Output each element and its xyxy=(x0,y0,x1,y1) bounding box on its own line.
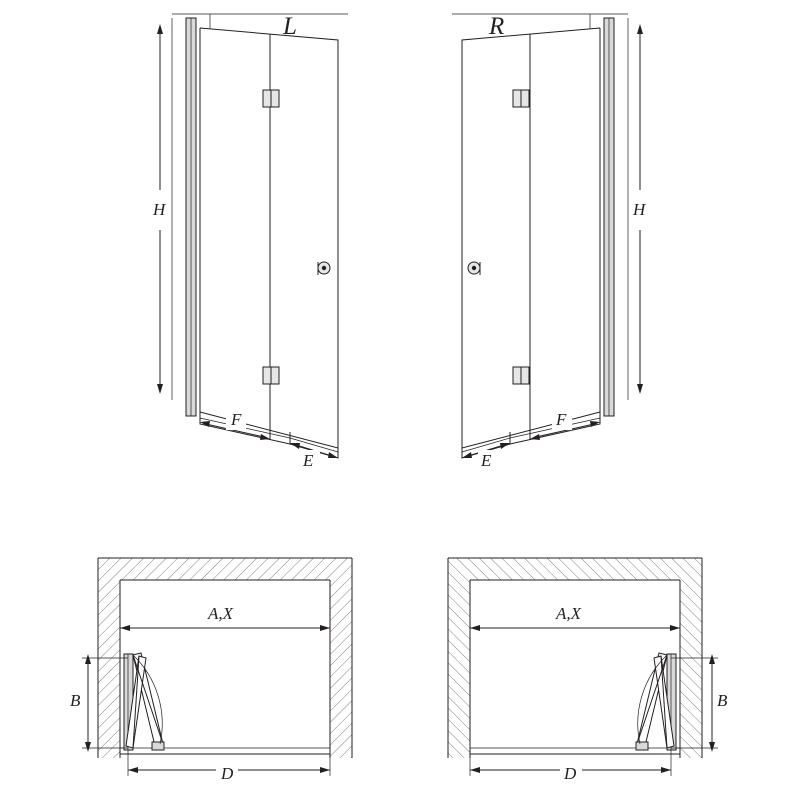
label-ax-right: A,X xyxy=(556,604,582,623)
elevation-left-view xyxy=(150,13,348,470)
label-d-right: D xyxy=(564,764,577,783)
plan-right-view xyxy=(448,558,734,783)
label-ax-left: A,X xyxy=(208,604,234,623)
elevation-right-view xyxy=(452,13,650,470)
label-f-right: F xyxy=(556,410,567,429)
label-e-left: E xyxy=(303,451,314,470)
dim-d-left xyxy=(128,750,330,783)
hinge-bottom-right xyxy=(513,367,529,384)
plan-left-view xyxy=(66,558,352,783)
label-b-left: B xyxy=(70,691,81,710)
label-f-left: F xyxy=(231,410,242,429)
hinge-top-left xyxy=(263,90,279,107)
label-e-right: E xyxy=(481,451,492,470)
dim-d-right xyxy=(470,750,671,783)
hinge-bottom-left xyxy=(263,367,279,384)
title-right-view: R xyxy=(489,13,505,40)
dim-height-right xyxy=(630,24,650,394)
title-left-view: L xyxy=(283,13,297,40)
dim-height-left xyxy=(150,24,170,394)
dim-ax-left xyxy=(120,580,330,634)
label-height-right: H xyxy=(633,200,646,219)
dim-e-left xyxy=(290,443,338,470)
dim-e-right xyxy=(462,443,510,470)
label-b-right: B xyxy=(717,691,728,710)
label-d-left: D xyxy=(221,764,234,783)
hinge-top-right xyxy=(513,90,529,107)
dim-ax-right xyxy=(470,580,680,634)
label-height-left: H xyxy=(153,200,166,219)
